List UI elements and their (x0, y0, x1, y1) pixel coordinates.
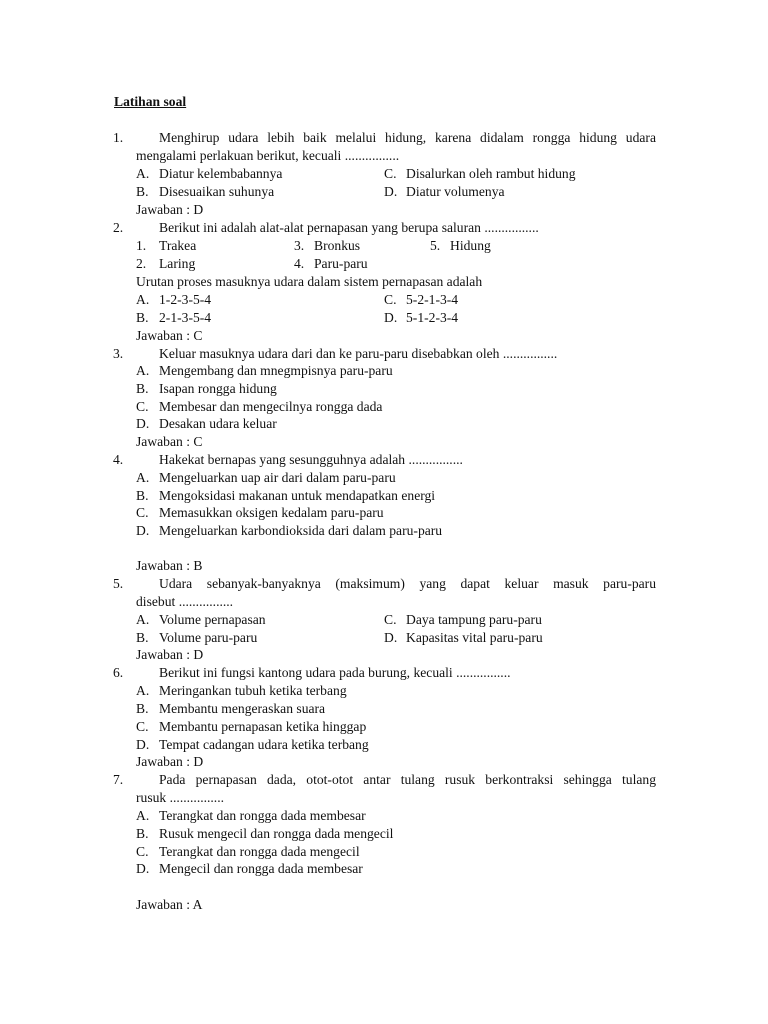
question-stem: Menghirup udara lebih baik melalui hidung, karena didalam rongga hidung udara (159, 130, 656, 145)
option-letter: C. (136, 399, 149, 414)
option-text: Membantu mengeraskan suara (159, 701, 326, 716)
answer-key: Jawaban : D (136, 754, 204, 769)
question-number: 3. (113, 346, 124, 361)
option-text: 5-2-1-3-4 (406, 292, 459, 307)
option-letter: B. (136, 184, 149, 199)
option-letter: D. (136, 416, 150, 431)
option-text: Isapan rongga hidung (159, 381, 277, 396)
answer-key: Jawaban : C (136, 434, 203, 449)
option-letter: D. (384, 184, 398, 199)
option-text: Mengembang dan mnegmpisnya paru-paru (159, 363, 393, 378)
answer-key: Jawaban : A (136, 897, 203, 912)
option-letter: B. (136, 630, 149, 645)
option-text: 5-1-2-3-4 (406, 310, 459, 325)
question-stem-cont: rusuk ................ (136, 790, 224, 805)
question-stem: Berikut ini adalah alat-alat pernapasan yang berupa saluran ................ (159, 220, 539, 235)
answer-key: Jawaban : D (136, 202, 204, 217)
answer-key: Jawaban : D (136, 647, 204, 662)
option-letter: D. (384, 310, 398, 325)
item-text: Paru-paru (314, 256, 368, 271)
option-letter: C. (384, 166, 397, 181)
option-letter: B. (136, 826, 149, 841)
option-letter: D. (136, 523, 150, 538)
option-text: Mengeluarkan karbondioksida dari dalam paru-paru (159, 523, 443, 538)
option-letter: C. (136, 719, 149, 734)
option-letter: B. (136, 488, 149, 503)
option-letter: B. (136, 310, 149, 325)
question-stem: Pada pernapasan dada, otot-otot antar tulang rusuk berkontraksi sehingga tulang (159, 772, 656, 787)
question-number: 2. (113, 220, 124, 235)
item-text: Bronkus (314, 238, 361, 253)
question-number: 1. (113, 130, 124, 145)
option-letter: A. (136, 612, 150, 627)
question-number: 6. (113, 665, 124, 680)
option-letter: C. (136, 505, 149, 520)
option-letter: C. (384, 612, 397, 627)
option-letter: A. (136, 292, 150, 307)
option-letter: A. (136, 470, 150, 485)
option-letter: D. (136, 861, 150, 876)
option-text: Rusuk mengecil dan rongga dada mengecil (159, 826, 394, 841)
option-letter: A. (136, 166, 150, 181)
option-text: Volume pernapasan (159, 612, 266, 627)
option-letter: B. (136, 701, 149, 716)
option-letter: D. (384, 630, 398, 645)
question-stem-cont: disebut ................ (136, 594, 234, 609)
option-text: Membantu pernapasan ketika hinggap (159, 719, 367, 734)
option-letter: A. (136, 363, 150, 378)
option-text: 2-1-3-5-4 (159, 310, 212, 325)
option-text: Disalurkan oleh rambut hidung (406, 166, 576, 181)
option-text: Kapasitas vital paru-paru (406, 630, 543, 645)
option-text: 1-2-3-5-4 (159, 292, 212, 307)
option-text: Diatur volumenya (406, 184, 505, 199)
question-number: 7. (113, 772, 124, 787)
question-stem: Keluar masuknya udara dari dan ke paru-paru disebabkan oleh ................ (159, 346, 558, 361)
item-number: 4. (294, 256, 305, 271)
page-title: Latihan soal (114, 94, 187, 109)
option-letter: B. (136, 381, 149, 396)
item-text: Laring (159, 256, 196, 271)
option-text: Memasukkan oksigen kedalam paru-paru (159, 505, 384, 520)
option-text: Daya tampung paru-paru (406, 612, 542, 627)
option-letter: A. (136, 683, 150, 698)
item-number: 1. (136, 238, 147, 253)
answer-key: Jawaban : B (136, 558, 203, 573)
option-text: Disesuaikan suhunya (159, 184, 275, 199)
item-text: Trakea (159, 238, 197, 253)
question-stem: Hakekat bernapas yang sesungguhnya adalah ................ (159, 452, 463, 467)
option-letter: D. (136, 737, 150, 752)
question-number: 5. (113, 576, 124, 591)
option-text: Volume paru-paru (159, 630, 258, 645)
question-stem-cont: mengalami perlakuan berikut, kecuali ................ (136, 148, 400, 163)
option-text: Mengecil dan rongga dada membesar (159, 861, 363, 876)
option-text: Membesar dan mengecilnya rongga dada (159, 399, 383, 414)
option-letter: A. (136, 808, 150, 823)
item-number: 5. (430, 238, 441, 253)
option-text: Meringankan tubuh ketika terbang (159, 683, 347, 698)
option-letter: C. (136, 844, 149, 859)
option-text: Mengeluarkan uap air dari dalam paru-paru (159, 470, 396, 485)
answer-key: Jawaban : C (136, 328, 203, 343)
question-stem: Udara sebanyak-banyaknya (maksimum) yang dapat keluar masuk paru-paru (159, 576, 656, 591)
item-text: Hidung (450, 238, 491, 253)
option-letter: C. (384, 292, 397, 307)
option-text: Tempat cadangan udara ketika terbang (159, 737, 369, 752)
option-text: Diatur kelembabannya (159, 166, 283, 181)
option-text: Terangkat dan rongga dada membesar (159, 808, 366, 823)
option-text: Desakan udara keluar (159, 416, 277, 431)
option-text: Mengoksidasi makanan untuk mendapatkan energi (159, 488, 436, 503)
item-number: 3. (294, 238, 305, 253)
question-stem-cont: Urutan proses masuknya udara dalam sistem pernapasan adalah (136, 274, 483, 289)
question-number: 4. (113, 452, 124, 467)
question-stem: Berikut ini fungsi kantong udara pada burung, kecuali ................ (159, 665, 511, 680)
option-text: Terangkat dan rongga dada mengecil (159, 844, 360, 859)
item-number: 2. (136, 256, 147, 271)
